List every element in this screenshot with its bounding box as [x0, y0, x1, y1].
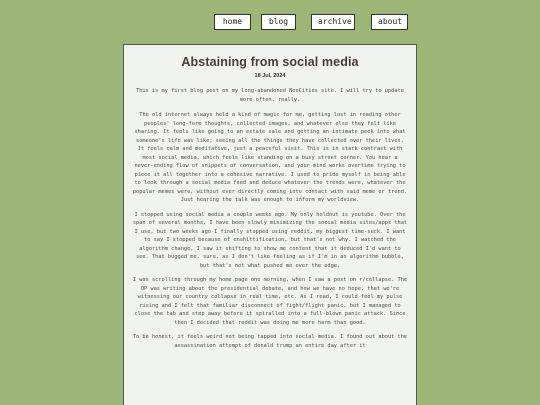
- post-body: [124, 79, 416, 350]
- nav-archive-button[interactable]: archive: [311, 14, 355, 30]
- post-date: 18 Jul, 2024: [254, 73, 286, 79]
- post-paragraph: To be honest, it feels weird not being tapped into social media. I found out about the assassination attempt of donald trump an entire day after it: [132, 334, 408, 349]
- nav-blog-button[interactable]: blog: [261, 14, 296, 30]
- post-paragraph: The old internet always held a kind of magic for me, getting lost in reading other peoples' long-form thoughts, collected images, and whatever else they felt like sharing. It feels like going to an estate sale and getting an intimate peek into what someone's life was like; seeing all the things they have collected over their lives. It feels calm and meditative, just a peaceful visit. This is in stark contrast with most social media, which feels like standing on a busy street corner. You hear a never-ending flow of snippets of conversation, and your mind works overtime trying to piece it all together into a cohesive narrative. I used to pride myself in being able to look through a social media feed and deduce whatever the trends were, whatever the popular memes were, without ever directly coming into contact with said meme or trend. Just hearing the talk was enough to inform my worldview.: [132, 112, 408, 203]
- post-paragraph: I was scrolling through my home page one morning, when I saw a post on r/collapse. The OP was writing about the presidential debate, and how we have no hope, that we're witnessing our country collapse in real time, etc. As I read, I could feel my pulse rising and I felt that familiar disconnect of fight/flight panic, but I managed to close the tab and step away before it spiralled into a full-blown panic attack. Since then I decided that reddit was doing me more harm than good.: [132, 277, 408, 326]
- nav-about-button[interactable]: about: [371, 14, 408, 30]
- post-paragraph: I stopped using social media a couple weeks ago. My only holdout is youtube. Over the span of several months, I have been slowly minimizing the social media sites/apps that I use, but two weeks ago I finally stopped using reddit, my biggest time-suck. I want to say I stopped because of enshittification, but that's not why. I watched the algorithm change, I saw it shifting to show me content that it deduced I'd want to see. That bugged me, sure, as I don't like feeling as if I'm in an algorithm bubble, but that's not what pushed me over the edge.: [132, 211, 408, 269]
- post-title: Abstaining from social media: [181, 55, 359, 69]
- post-paragraph: This is my first blog post on my long-abandoned NeoCities site. I will try to update more often, really.: [136, 88, 404, 103]
- blog-post-card: [123, 44, 417, 405]
- nav-home-button[interactable]: home: [214, 14, 251, 30]
